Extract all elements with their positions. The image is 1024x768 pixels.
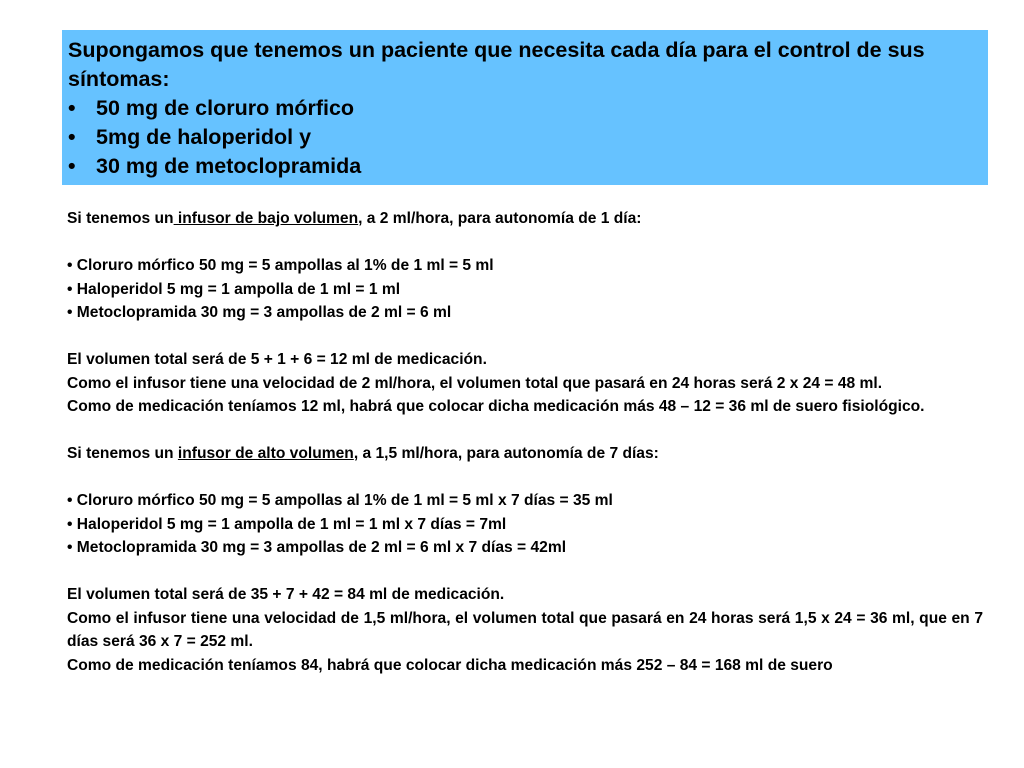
low-volume-infusor-term: infusor de bajo volumen bbox=[173, 210, 359, 227]
header-intro: Supongamos que tenemos un paciente que necesita cada día para el control de sus síntomas: bbox=[68, 38, 925, 91]
header-medication-text: 50 mg de cloruro mórfico bbox=[96, 96, 355, 120]
high-volume-rate: Como el infusor tiene una velocidad de 1,5 ml/hora, el volumen total que pasará en 24 horas será 1,5 x 24 = 36 ml, que en 7 días será 36 x 7 = 252 ml. bbox=[67, 609, 983, 650]
high-volume-intro-after: , a 1,5 ml/hora, para autonomía de 7 días: bbox=[353, 445, 659, 462]
spacer bbox=[67, 560, 983, 584]
high-volume-total: El volumen total será de 35 + 7 + 42 = 84 ml de medicación. bbox=[67, 586, 505, 603]
low-volume-intro-after: , a 2 ml/hora, para autonomía de 1 día: bbox=[358, 210, 642, 227]
high-volume-infusor-term: infusor de alto volumen bbox=[177, 445, 354, 462]
high-volume-item: • Cloruro mórfico 50 mg = 5 ampollas al 1% de 1 ml = 5 ml x 7 días = 35 ml bbox=[67, 492, 613, 509]
high-volume-item: • Haloperidol 5 mg = 1 ampolla de 1 ml = 1 ml x 7 días = 7ml bbox=[67, 515, 507, 533]
spacer bbox=[67, 325, 983, 349]
low-volume-item: • Metoclopramida 30 mg = 3 ampollas de 2 ml = 6 ml bbox=[67, 304, 452, 321]
calculation-text bbox=[67, 207, 983, 677]
bullet-icon: • bbox=[68, 125, 76, 149]
bullet-icon: • bbox=[68, 96, 76, 120]
low-volume-item: • Haloperidol 5 mg = 1 ampolla de 1 ml = 1 ml bbox=[67, 280, 401, 298]
high-volume-item: • Metoclopramida 30 mg = 3 ampollas de 2 ml = 6 ml x 7 días = 42ml bbox=[67, 539, 567, 556]
header-medication-text: 5mg de haloperidol y bbox=[96, 125, 312, 149]
low-volume-intro bbox=[67, 207, 983, 231]
low-volume-conclusion: Como de medicación teníamos 12 ml, habrá que colocar dicha medicación más 48 – 12 = 36 ml de suero fisiológico. bbox=[67, 398, 925, 415]
low-volume-total: El volumen total será de 5 + 1 + 6 = 12 ml de medicación. bbox=[67, 351, 487, 368]
low-volume-item: • Cloruro mórfico 50 mg = 5 ampollas al 1% de 1 ml = 5 ml bbox=[67, 257, 494, 274]
high-volume-conclusion: Como de medicación teníamos 84, habrá que colocar dicha medicación más 252 – 84 = 168 ml de suero bbox=[67, 656, 833, 674]
header-highlight-box bbox=[62, 30, 988, 185]
bullet-icon: • bbox=[68, 154, 76, 178]
low-volume-intro-before: Si tenemos un bbox=[67, 210, 174, 227]
spacer bbox=[67, 419, 983, 443]
header-medication-list bbox=[68, 94, 980, 181]
spacer bbox=[67, 466, 983, 490]
header-medication-item bbox=[68, 152, 980, 181]
header-medication-text: 30 mg de metoclopramida bbox=[96, 154, 362, 178]
header-medication-item bbox=[68, 123, 980, 152]
high-volume-intro bbox=[67, 442, 983, 466]
high-volume-intro-before: Si tenemos un bbox=[67, 445, 178, 462]
low-volume-rate: Como el infusor tiene una velocidad de 2 ml/hora, el volumen total que pasará en 24 horas será 2 x 24 = 48 ml. bbox=[67, 374, 883, 392]
spacer bbox=[67, 231, 983, 255]
header-medication-item bbox=[68, 94, 980, 123]
